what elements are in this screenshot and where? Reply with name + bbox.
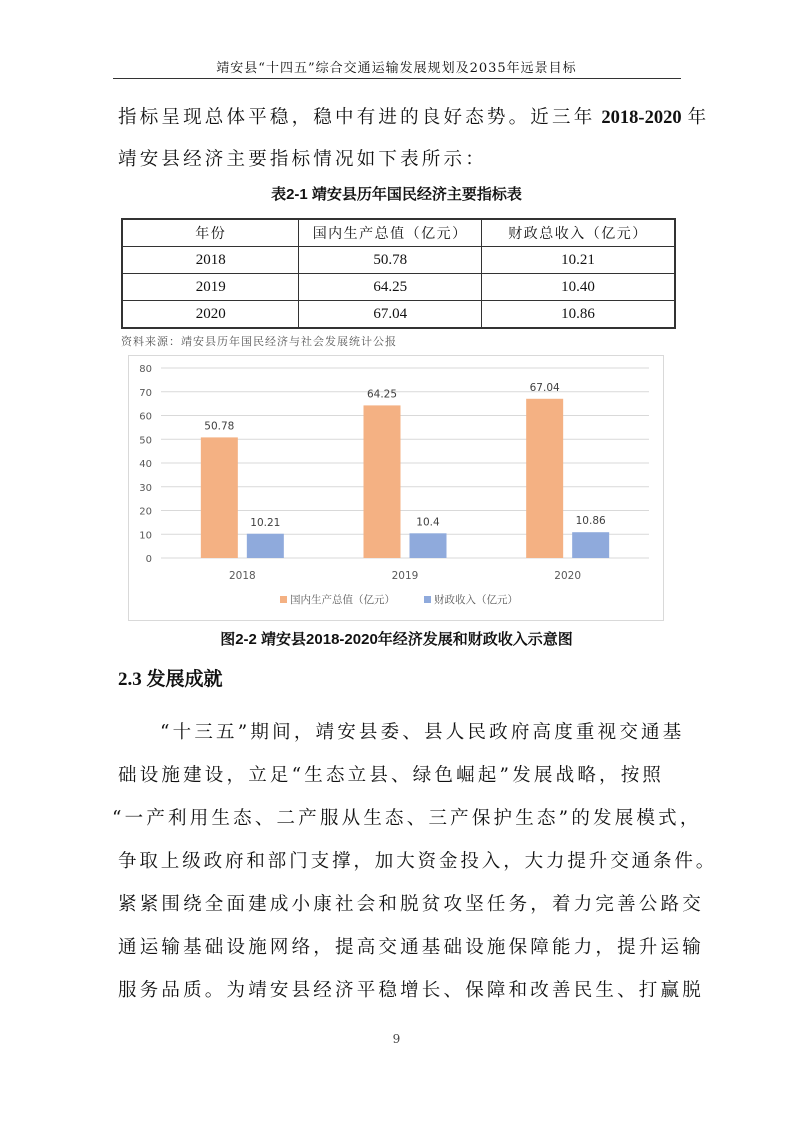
cell-year: 2018 [122, 247, 299, 274]
header-divider [113, 78, 681, 79]
y-tick-label: 30 [139, 482, 152, 494]
data-label: 64.25 [366, 388, 398, 401]
bar-gdp [364, 405, 401, 558]
body-line: 通运输基础设施网络，提高交通基础设施保障能力，提升运输 [118, 937, 704, 958]
body-line: 争取上级政府和部门支撑，加大资金投入，大力提升交通条件。 [118, 851, 718, 872]
intro-line-1 [118, 103, 710, 129]
body-line: 紧紧围绕全面建成小康社会和脱贫攻坚任务，着力完善公路交 [118, 894, 704, 915]
intro-years: 2018-2020 [601, 108, 682, 128]
y-tick-label: 20 [139, 506, 152, 518]
table-header-row [122, 219, 675, 247]
y-tick-label: 10 [139, 530, 152, 542]
legend-label: 财政收入（亿元） [434, 594, 518, 606]
intro-text: 指标呈现总体平稳，稳中有进的良好态势。近三年 [118, 107, 596, 128]
data-label: 10.86 [575, 515, 606, 528]
x-tick-label: 2020 [554, 570, 582, 582]
bar-gdp [201, 437, 238, 558]
header-cell-gdp: 国内生产总值（亿元） [299, 219, 481, 247]
body-line: “一产利用生态、二产服从生态、三产保护生态”的发展模式， [112, 808, 702, 829]
x-tick-label: 2019 [391, 570, 419, 582]
legend-swatch [280, 596, 287, 603]
table-source-note: 资料来源：靖安县历年国民经济与社会发展统计公报 [121, 335, 397, 348]
bar-revenue [572, 532, 609, 558]
intro-line-2: 靖安县经济主要指标情况如下表所示： [118, 149, 487, 170]
data-label: 67.04 [529, 381, 560, 394]
cell-revenue: 10.40 [481, 274, 675, 301]
economic-indicators-table [121, 218, 676, 329]
page-number: 9 [392, 1032, 401, 1046]
table-caption: 表2-1 靖安县历年国民经济主要指标表 [271, 186, 522, 203]
intro-year-suffix: 年 [687, 107, 710, 128]
y-tick-label: 70 [139, 387, 152, 399]
bar-gdp [526, 399, 563, 558]
y-tick-label: 60 [139, 411, 152, 423]
y-tick-label: 50 [139, 435, 152, 447]
bar-revenue [247, 534, 284, 558]
legend-label: 国内生产总值（亿元） [290, 594, 395, 606]
data-label: 50.78 [204, 420, 235, 433]
body-line: 础设施建设，立足“生态立县、绿色崛起”发展战略，按照 [118, 765, 665, 786]
body-line [118, 718, 685, 744]
y-tick-label: 40 [139, 459, 152, 470]
table-row [122, 301, 675, 329]
header-cell-year: 年份 [122, 219, 299, 247]
bar-revenue [410, 533, 447, 558]
cell-gdp: 64.25 [299, 274, 481, 301]
cell-year: 2019 [122, 274, 299, 301]
body-line: 服务品质。为靖安县经济平稳增长、保障和改善民生、打赢脱 [118, 980, 704, 1001]
cell-gdp: 67.04 [299, 301, 481, 329]
data-label: 10.21 [250, 516, 281, 529]
x-tick-label: 2018 [228, 570, 256, 582]
legend-swatch [424, 596, 431, 603]
header-cell-revenue: 财政总收入（亿元） [481, 219, 675, 247]
section-heading [118, 664, 223, 691]
data-label: 10.4 [416, 516, 440, 529]
cell-gdp: 50.78 [299, 247, 481, 274]
table-row [122, 274, 675, 301]
cell-year: 2020 [122, 301, 299, 329]
body-line-text: “十三五”期间，靖安县委、县人民政府高度重视交通基 [160, 722, 685, 743]
y-tick-label: 0 [145, 554, 152, 565]
cell-revenue: 10.86 [481, 301, 675, 329]
table-row [122, 247, 675, 274]
cell-revenue: 10.21 [481, 247, 675, 274]
bar-chart [128, 355, 664, 621]
figure-caption: 图2-2 靖安县2018-2020年经济发展和财政收入示意图 [220, 631, 573, 648]
running-header: 靖安县“十四五”综合交通运输发展规划及2035年远景目标 [216, 61, 577, 76]
section-heading-text: 2.3 发展成就 [118, 669, 223, 690]
y-tick-label: 80 [139, 364, 152, 375]
